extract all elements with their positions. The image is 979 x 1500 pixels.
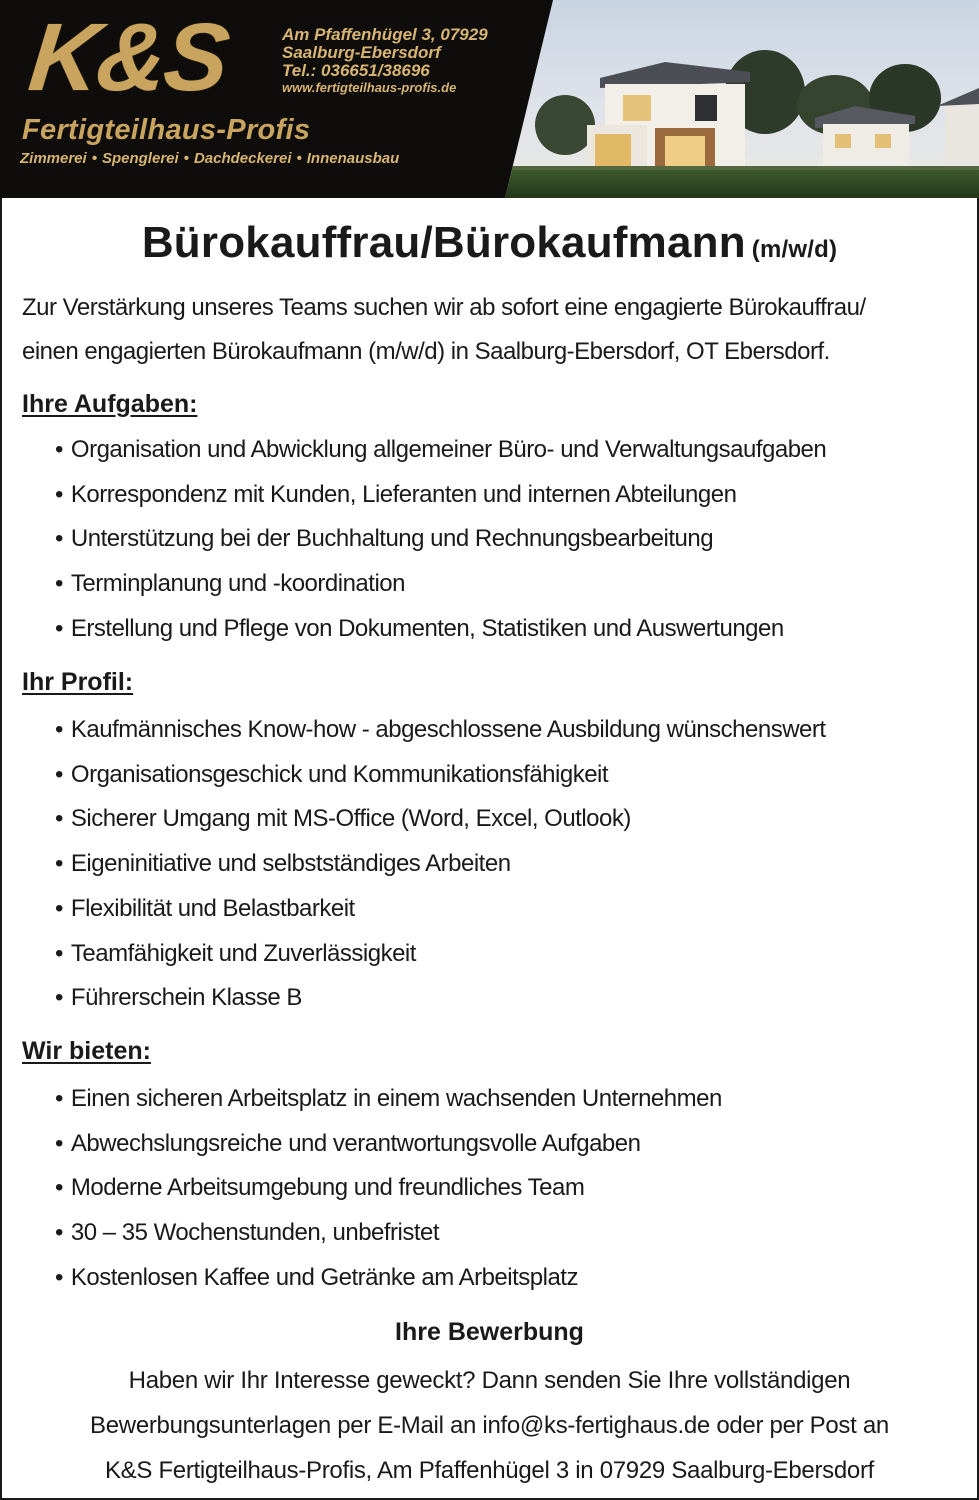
list-item: • 30 – 35 Wochenstunden, unbefristet (55, 1211, 722, 1256)
company-tagline: Fertigteilhaus-Profis (22, 114, 311, 146)
intro-line: einen engagierten Bürokaufmann (m/w/d) in Saalburg-Ebersdorf, OT Ebersdorf. (22, 338, 830, 365)
service-item: Zimmerei (20, 150, 87, 167)
list-item: • Flexibilität und Belastbarkeit (55, 887, 826, 932)
list-item: • Einen sicheren Arbeitsplatz in einem wachsenden Unternehmen (55, 1077, 722, 1122)
list-item: • Abwechslungsreiche und verantwortungsvolle Aufgaben (55, 1122, 722, 1167)
company-logo: K&S (24, 4, 233, 111)
job-title-text: Bürokauffrau/Bürokaufmann (141, 218, 746, 267)
offer-list (55, 1077, 722, 1301)
list-item: • Moderne Arbeitsumgebung und freundliches Team (55, 1166, 722, 1211)
service-item: Dachdeckerei (193, 150, 292, 167)
offer-heading: Wir bieten: (22, 1037, 151, 1065)
service-item: Innenausbau (306, 150, 400, 167)
company-address (282, 26, 488, 94)
list-item: • Organisation und Abwicklung allgemeiner Büro- und Verwaltungsaufgaben (55, 428, 826, 473)
header-banner (0, 0, 979, 198)
services-list: Zimmerei • Spenglerei • Dachdeckerei • Innenausbau (20, 150, 400, 167)
application-line: Haben wir Ihr Interesse geweckt? Dann senden Sie Ihre vollständigen (128, 1367, 851, 1394)
list-item: • Kostenlosen Kaffee und Getränke am Arbeitsplatz (55, 1256, 722, 1301)
application-text (20, 1358, 959, 1493)
house-photo (505, 0, 979, 198)
profile-list (55, 708, 826, 1021)
address-street: Am Pfaffenhügel 3, 07929 (282, 25, 488, 44)
application-line: Bewerbungsunterlagen per E-Mail an info@ks-fertighaus.de oder per Post an (90, 1412, 889, 1439)
service-item: Spenglerei (101, 150, 179, 167)
list-item: • Organisationsgeschick und Kommunikationsfähigkeit (55, 753, 826, 798)
address-city: Saalburg-Ebersdorf (282, 42, 441, 62)
tasks-list (55, 428, 826, 652)
logo-area (0, 0, 560, 198)
list-item: • Sicherer Umgang mit MS-Office (Word, Excel, Outlook) (55, 797, 826, 842)
application-heading: Ihre Bewerbung (395, 1318, 584, 1346)
intro-paragraph (22, 286, 962, 374)
job-title-suffix: (m/w/d) (751, 236, 838, 263)
profile-heading: Ihr Profil: (22, 668, 134, 696)
list-item: • Eigeninitiative und selbstständiges Arbeiten (55, 842, 826, 887)
phone-number: Tel.: 036651/38696 (282, 60, 430, 80)
tasks-heading: Ihre Aufgaben: (22, 390, 198, 418)
list-item: • Korrespondenz mit Kunden, Lieferanten und internen Abteilungen (55, 473, 826, 518)
list-item: • Führerschein Klasse B (55, 976, 826, 1021)
list-item: • Terminplanung und -koordination (55, 562, 826, 607)
website-link[interactable]: www.fertigteilhaus-profis.de (282, 79, 457, 95)
intro-line: Zur Verstärkung unseres Teams suchen wir ab sofort eine engagierte Bürokauffrau/ (22, 294, 866, 321)
application-line: K&S Fertigteilhaus-Profis, Am Pfaffenhügel 3 in 07929 Saalburg-Ebersdorf (104, 1457, 875, 1484)
list-item: • Kaufmännisches Know-how - abgeschlossene Ausbildung wünschenswert (55, 708, 826, 753)
list-item: • Erstellung und Pflege von Dokumenten, Statistiken und Auswertungen (55, 607, 826, 652)
job-title (0, 218, 979, 268)
list-item: • Unterstützung bei der Buchhaltung und Rechnungsbearbeitung (55, 517, 826, 562)
list-item: • Teamfähigkeit und Zuverlässigkeit (55, 932, 826, 977)
